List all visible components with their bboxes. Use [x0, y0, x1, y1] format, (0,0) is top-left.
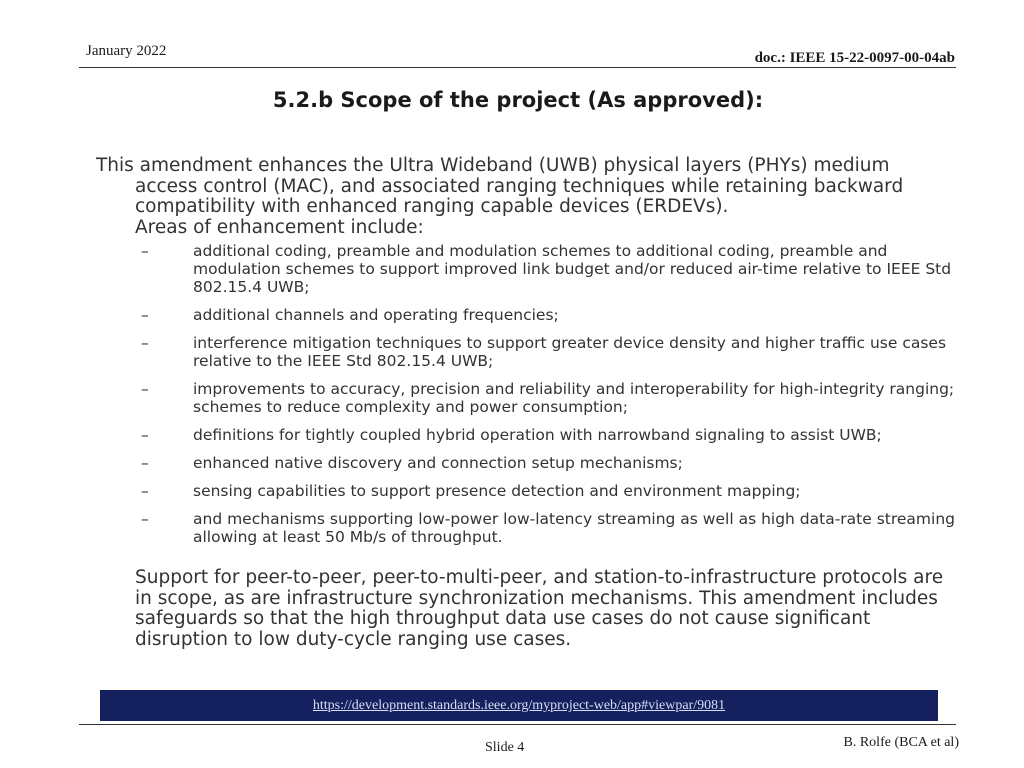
dash-bullet: – [141, 334, 149, 352]
list-item-text: interference mitigation techniques to support greater device density and higher traffic use cases relative to the IEEE Std 802.15.4 UWB; [193, 334, 947, 370]
link-banner [100, 690, 938, 721]
list-item-text: definitions for tightly coupled hybrid operation with narrowband signaling to assist UWB; [193, 426, 882, 444]
dash-bullet: – [141, 482, 149, 500]
list-item [96, 242, 956, 296]
dash-bullet: – [141, 380, 149, 398]
support-paragraph: Support for peer-to-peer, peer-to-multi-peer, and station-to-infrastructure protocols are in scope, as are infrastructure synchronization mechanisms. This amendment includes safeguards so that the high throughput data use cases do not cause significant disruption to low duty-cycle ranging use cases. [135, 567, 944, 650]
list-item-text: sensing capabilities to support presence detection and environment mapping; [193, 482, 801, 500]
project-link[interactable]: https://development.standards.ieee.org/myproject-web/app#viewpar/9081 [312, 698, 726, 713]
slide-title: 5.2.b Scope of the project (As approved): [272, 88, 764, 112]
header-date: January 2022 [86, 43, 167, 59]
intro-paragraph: This amendment enhances the Ultra Wideband (UWB) physical layers (PHYs) medium access control (MAC), and associated ranging techniques while retaining backward compatibility with enhanced ranging capable devices (ERDEVs). [96, 155, 904, 217]
header-divider [79, 67, 956, 68]
list-item [96, 426, 956, 444]
list-item-text: additional coding, preamble and modulation schemes to additional coding, preamble and modulation schemes to support improved link budget and/or reduced air-time relative to IEEE Std 802.15.4 UWB; [193, 242, 952, 296]
slide-body [96, 156, 956, 650]
dash-bullet: – [141, 454, 149, 472]
list-item [96, 380, 956, 416]
list-item [96, 306, 956, 324]
dash-bullet: – [141, 426, 149, 444]
dash-bullet: – [141, 242, 149, 260]
list-item [96, 510, 956, 546]
slide-number: Slide 4 [485, 740, 525, 755]
list-item [96, 482, 956, 500]
list-item [96, 334, 956, 370]
list-item-text: enhanced native discovery and connection setup mechanisms; [193, 454, 683, 472]
header-doc-id: doc.: IEEE 15-22-0097-00-04ab [754, 50, 955, 66]
list-item-text: improvements to accuracy, precision and reliability and interoperability for high-integrity ranging; schemes to reduce complexity and power consumption; [193, 380, 955, 416]
areas-heading: Areas of enhancement include: [135, 216, 424, 238]
dash-bullet: – [141, 510, 149, 528]
footer-author: B. Rolfe (BCA et al) [843, 735, 959, 750]
footer-divider [79, 724, 956, 725]
list-item [96, 454, 956, 472]
dash-bullet: – [141, 306, 149, 324]
list-item-text: additional channels and operating frequencies; [193, 306, 559, 324]
enhancement-list [96, 242, 956, 546]
list-item-text: and mechanisms supporting low-power low-latency streaming as well as high data-rate streaming allowing at least 50 Mb/s of throughput. [193, 510, 955, 546]
